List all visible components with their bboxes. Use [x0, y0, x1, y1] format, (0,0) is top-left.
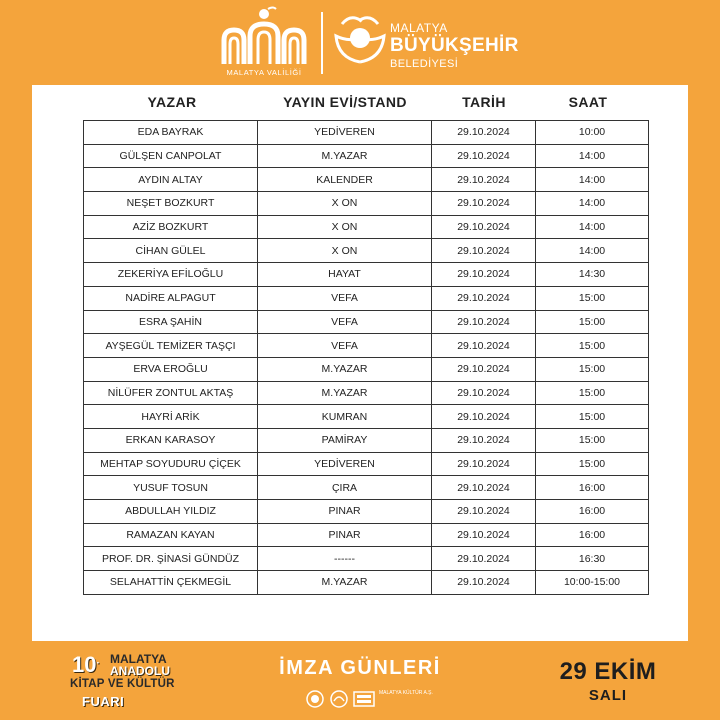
buyuksehir-logo — [332, 10, 519, 80]
event-title: İMZA GÜNLERİ — [279, 657, 441, 679]
date-cell: 29.10.2024 — [432, 547, 536, 571]
time-cell: 10:00-15:00 — [536, 571, 649, 595]
time-cell: 15:00 — [536, 357, 649, 381]
date-cell: 29.10.2024 — [432, 310, 536, 334]
table-row — [84, 547, 649, 571]
date-cell: 29.10.2024 — [432, 523, 536, 547]
valilik-caption: MALATYA VALİLİĞİ — [226, 68, 302, 77]
date-cell: 29.10.2024 — [432, 571, 536, 595]
time-cell: 15:00 — [536, 310, 649, 334]
publisher-cell: VEFA — [258, 334, 432, 358]
date-cell: 29.10.2024 — [432, 357, 536, 381]
time-cell: 14:00 — [536, 192, 649, 216]
date-cell: 29.10.2024 — [432, 121, 536, 145]
author-cell: EDA BAYRAK — [84, 121, 258, 145]
column-header-yayin-evi: YAYIN EVİ/STAND — [283, 94, 407, 110]
author-cell: ERVA EROĞLU — [84, 357, 258, 381]
publisher-cell: X ON — [258, 192, 432, 216]
table-row — [84, 381, 649, 405]
time-cell: 16:00 — [536, 476, 649, 500]
publisher-cell: X ON — [258, 239, 432, 263]
time-cell: 16:00 — [536, 500, 649, 524]
publisher-cell: M.YAZAR — [258, 144, 432, 168]
author-cell: AYDIN ALTAY — [84, 168, 258, 192]
time-cell: 15:00 — [536, 286, 649, 310]
author-cell: AYŞEGÜL TEMİZER TAŞÇI — [84, 334, 258, 358]
event-day: SALI — [588, 687, 628, 704]
time-cell: 15:00 — [536, 381, 649, 405]
publisher-cell: ------ — [258, 547, 432, 571]
table-row — [84, 144, 649, 168]
publisher-cell: HAYAT — [258, 263, 432, 287]
table-row — [84, 334, 649, 358]
table-row — [84, 192, 649, 216]
table-row — [84, 168, 649, 192]
time-cell: 14:30 — [536, 263, 649, 287]
author-cell: RAMAZAN KAYAN — [84, 523, 258, 547]
publisher-cell: PINAR — [258, 523, 432, 547]
date-cell: 29.10.2024 — [432, 500, 536, 524]
time-cell: 15:00 — [536, 334, 649, 358]
table-row — [84, 357, 649, 381]
time-cell: 14:00 — [536, 215, 649, 239]
author-cell: ESRA ŞAHİN — [84, 310, 258, 334]
fair-edition — [72, 652, 99, 678]
time-cell: 16:30 — [536, 547, 649, 571]
author-cell: ZEKERİYA EFİLOĞLU — [84, 263, 258, 287]
time-cell: 15:00 — [536, 428, 649, 452]
publisher-cell: M.YAZAR — [258, 381, 432, 405]
fair-line4: FUARI — [82, 694, 125, 709]
author-cell: SELAHATTİN ÇEKMEGİL — [84, 571, 258, 595]
time-cell: 15:00 — [536, 405, 649, 429]
date-cell: 29.10.2024 — [432, 476, 536, 500]
author-cell: ERKAN KARASOY — [84, 428, 258, 452]
author-cell: CİHAN GÜLEL — [84, 239, 258, 263]
apricot-emblem-icon — [332, 10, 388, 70]
time-cell: 10:00 — [536, 121, 649, 145]
schedule-body — [84, 121, 649, 595]
publisher-cell: M.YAZAR — [258, 357, 432, 381]
sponsor-logos — [305, 687, 435, 711]
author-cell: AZİZ BOZKURT — [84, 215, 258, 239]
table-row — [84, 215, 649, 239]
author-cell: GÜLŞEN CANPOLAT — [84, 144, 258, 168]
publisher-cell: YEDİVEREN — [258, 121, 432, 145]
sponsor-label: MALATYA KÜLTÜR A.Ş. — [379, 690, 433, 696]
date-cell: 29.10.2024 — [432, 286, 536, 310]
time-cell: 16:00 — [536, 523, 649, 547]
fair-line3: KİTAP VE KÜLTÜR — [70, 678, 175, 690]
table-row — [84, 405, 649, 429]
table-row — [84, 121, 649, 145]
sponsor-kosger-icon — [353, 689, 375, 709]
author-cell: YUSUF TOSUN — [84, 476, 258, 500]
author-cell: NİLÜFER ZONTUL AKTAŞ — [84, 381, 258, 405]
fair-edition-suffix: . — [96, 655, 100, 667]
schedule-card — [32, 85, 688, 641]
date-cell: 29.10.2024 — [432, 168, 536, 192]
table-row — [84, 500, 649, 524]
table-row — [84, 286, 649, 310]
time-cell: 14:00 — [536, 239, 649, 263]
table-row — [84, 428, 649, 452]
time-cell: 15:00 — [536, 452, 649, 476]
table-row — [84, 310, 649, 334]
publisher-cell: ÇIRA — [258, 476, 432, 500]
author-cell: PROF. DR. ŞİNASİ GÜNDÜZ — [84, 547, 258, 571]
time-cell: 14:00 — [536, 144, 649, 168]
table-row — [84, 571, 649, 595]
publisher-cell: PINAR — [258, 500, 432, 524]
date-cell: 29.10.2024 — [432, 215, 536, 239]
valilik-logo — [216, 6, 312, 80]
date-cell: 29.10.2024 — [432, 239, 536, 263]
sponsor-seal-icon — [305, 689, 325, 709]
author-cell: NEŞET BOZKURT — [84, 192, 258, 216]
date-cell: 29.10.2024 — [432, 452, 536, 476]
date-cell: 29.10.2024 — [432, 144, 536, 168]
table-row — [84, 476, 649, 500]
signing-schedule-table — [83, 120, 649, 595]
footer — [0, 641, 720, 720]
table-row — [84, 452, 649, 476]
time-cell: 14:00 — [536, 168, 649, 192]
date-cell: 29.10.2024 — [432, 381, 536, 405]
publisher-cell: PAMİRAY — [258, 428, 432, 452]
publisher-cell: VEFA — [258, 286, 432, 310]
author-cell: MEHTAP SOYUDURU ÇİÇEK — [84, 452, 258, 476]
publisher-cell: KUMRAN — [258, 405, 432, 429]
fair-line1: MALATYA — [110, 652, 167, 666]
column-header-saat: SAAT — [568, 94, 608, 110]
fair-line2: ANADOLU — [110, 664, 170, 678]
fair-edition-number: 10 — [72, 652, 97, 677]
author-cell: NADİRE ALPAGUT — [84, 286, 258, 310]
header — [0, 0, 720, 84]
buyuksehir-line3: BELEDİYESİ — [390, 58, 459, 70]
publisher-cell: VEFA — [258, 310, 432, 334]
date-cell: 29.10.2024 — [432, 263, 536, 287]
publisher-cell: M.YAZAR — [258, 571, 432, 595]
buyuksehir-line2: BÜYÜKŞEHİR — [390, 35, 519, 56]
table-row — [84, 263, 649, 287]
publisher-cell: KALENDER — [258, 168, 432, 192]
header-divider — [321, 12, 323, 74]
date-cell: 29.10.2024 — [432, 405, 536, 429]
buyuksehir-line1: MALATYA — [390, 21, 448, 35]
valilik-arches-icon — [216, 6, 312, 68]
sponsor-emblem-icon — [329, 689, 349, 709]
column-header-yazar: YAZAR — [147, 94, 197, 110]
table-row — [84, 523, 649, 547]
author-cell: HAYRİ ARİK — [84, 405, 258, 429]
date-cell: 29.10.2024 — [432, 428, 536, 452]
event-date: 29 EKİM — [559, 658, 657, 685]
book-fair-logo — [64, 650, 184, 714]
author-cell: ABDULLAH YILDIZ — [84, 500, 258, 524]
column-header-tarih: TARİH — [462, 94, 506, 110]
date-cell: 29.10.2024 — [432, 192, 536, 216]
date-cell: 29.10.2024 — [432, 334, 536, 358]
publisher-cell: X ON — [258, 215, 432, 239]
table-row — [84, 239, 649, 263]
publisher-cell: YEDİVEREN — [258, 452, 432, 476]
